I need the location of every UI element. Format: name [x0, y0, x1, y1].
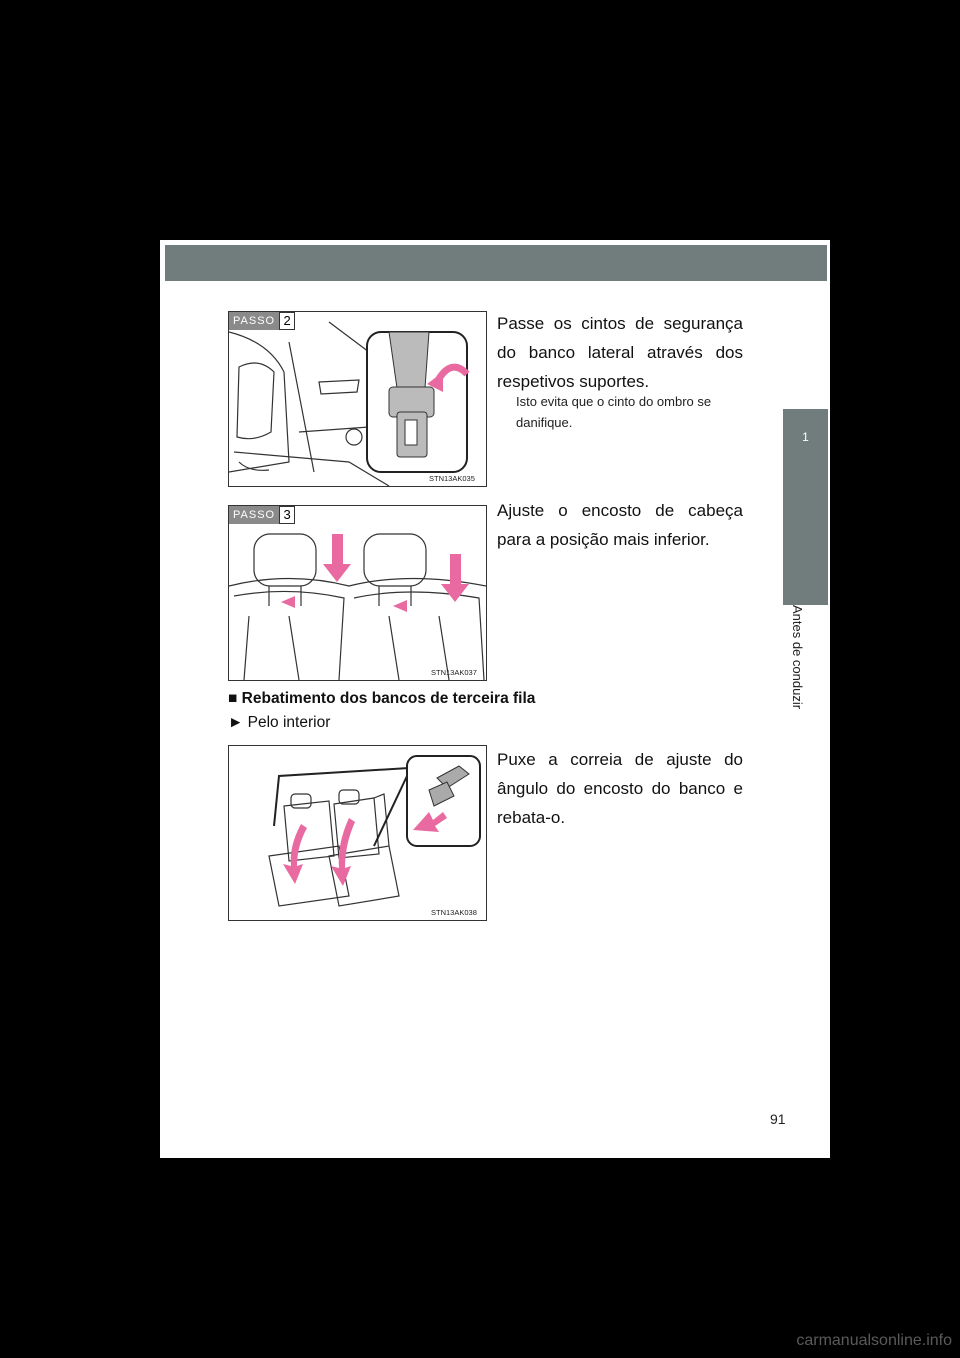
step-badge	[229, 506, 295, 524]
step-badge	[229, 312, 295, 330]
section-text: Puxe a correia de ajuste do ângulo do encosto do banco e rebata-o.	[497, 750, 743, 827]
figure-code: STN13AK035	[429, 474, 475, 483]
figure-seatbelt	[228, 311, 487, 487]
watermark: carmanualsonline.info	[796, 1332, 952, 1349]
step-number: 2	[279, 312, 295, 330]
figure-fold-seats	[228, 745, 487, 921]
figure-code: STN13AK037	[431, 668, 477, 677]
headrest-illustration	[229, 506, 486, 680]
figure-headrest	[228, 505, 487, 681]
fold-seats-illustration	[229, 746, 486, 920]
chapter-title: Antes de conduzir	[790, 605, 805, 710]
chapter-number: 1	[802, 430, 809, 444]
section-heading: ■ Rebatimento dos bancos de terceira fila	[228, 690, 536, 707]
seatbelt-illustration	[229, 312, 486, 486]
section-subheading: ► Pelo interior	[228, 714, 331, 731]
page-number: 91	[770, 1111, 786, 1127]
step-label: PASSO	[229, 312, 279, 330]
step2-text: Passe os cintos de segurança do banco lateral através dos respetivos suportes.	[497, 314, 743, 391]
step2-note: Isto evita que o cinto do ombro se danifique.	[516, 394, 712, 430]
header-bar	[165, 245, 827, 281]
step3-text: Ajuste o encosto de cabeça para a posição mais inferior.	[497, 501, 743, 549]
figure-code: STN13AK038	[431, 908, 477, 917]
step-label: PASSO	[229, 506, 279, 524]
step-number: 3	[279, 506, 295, 524]
